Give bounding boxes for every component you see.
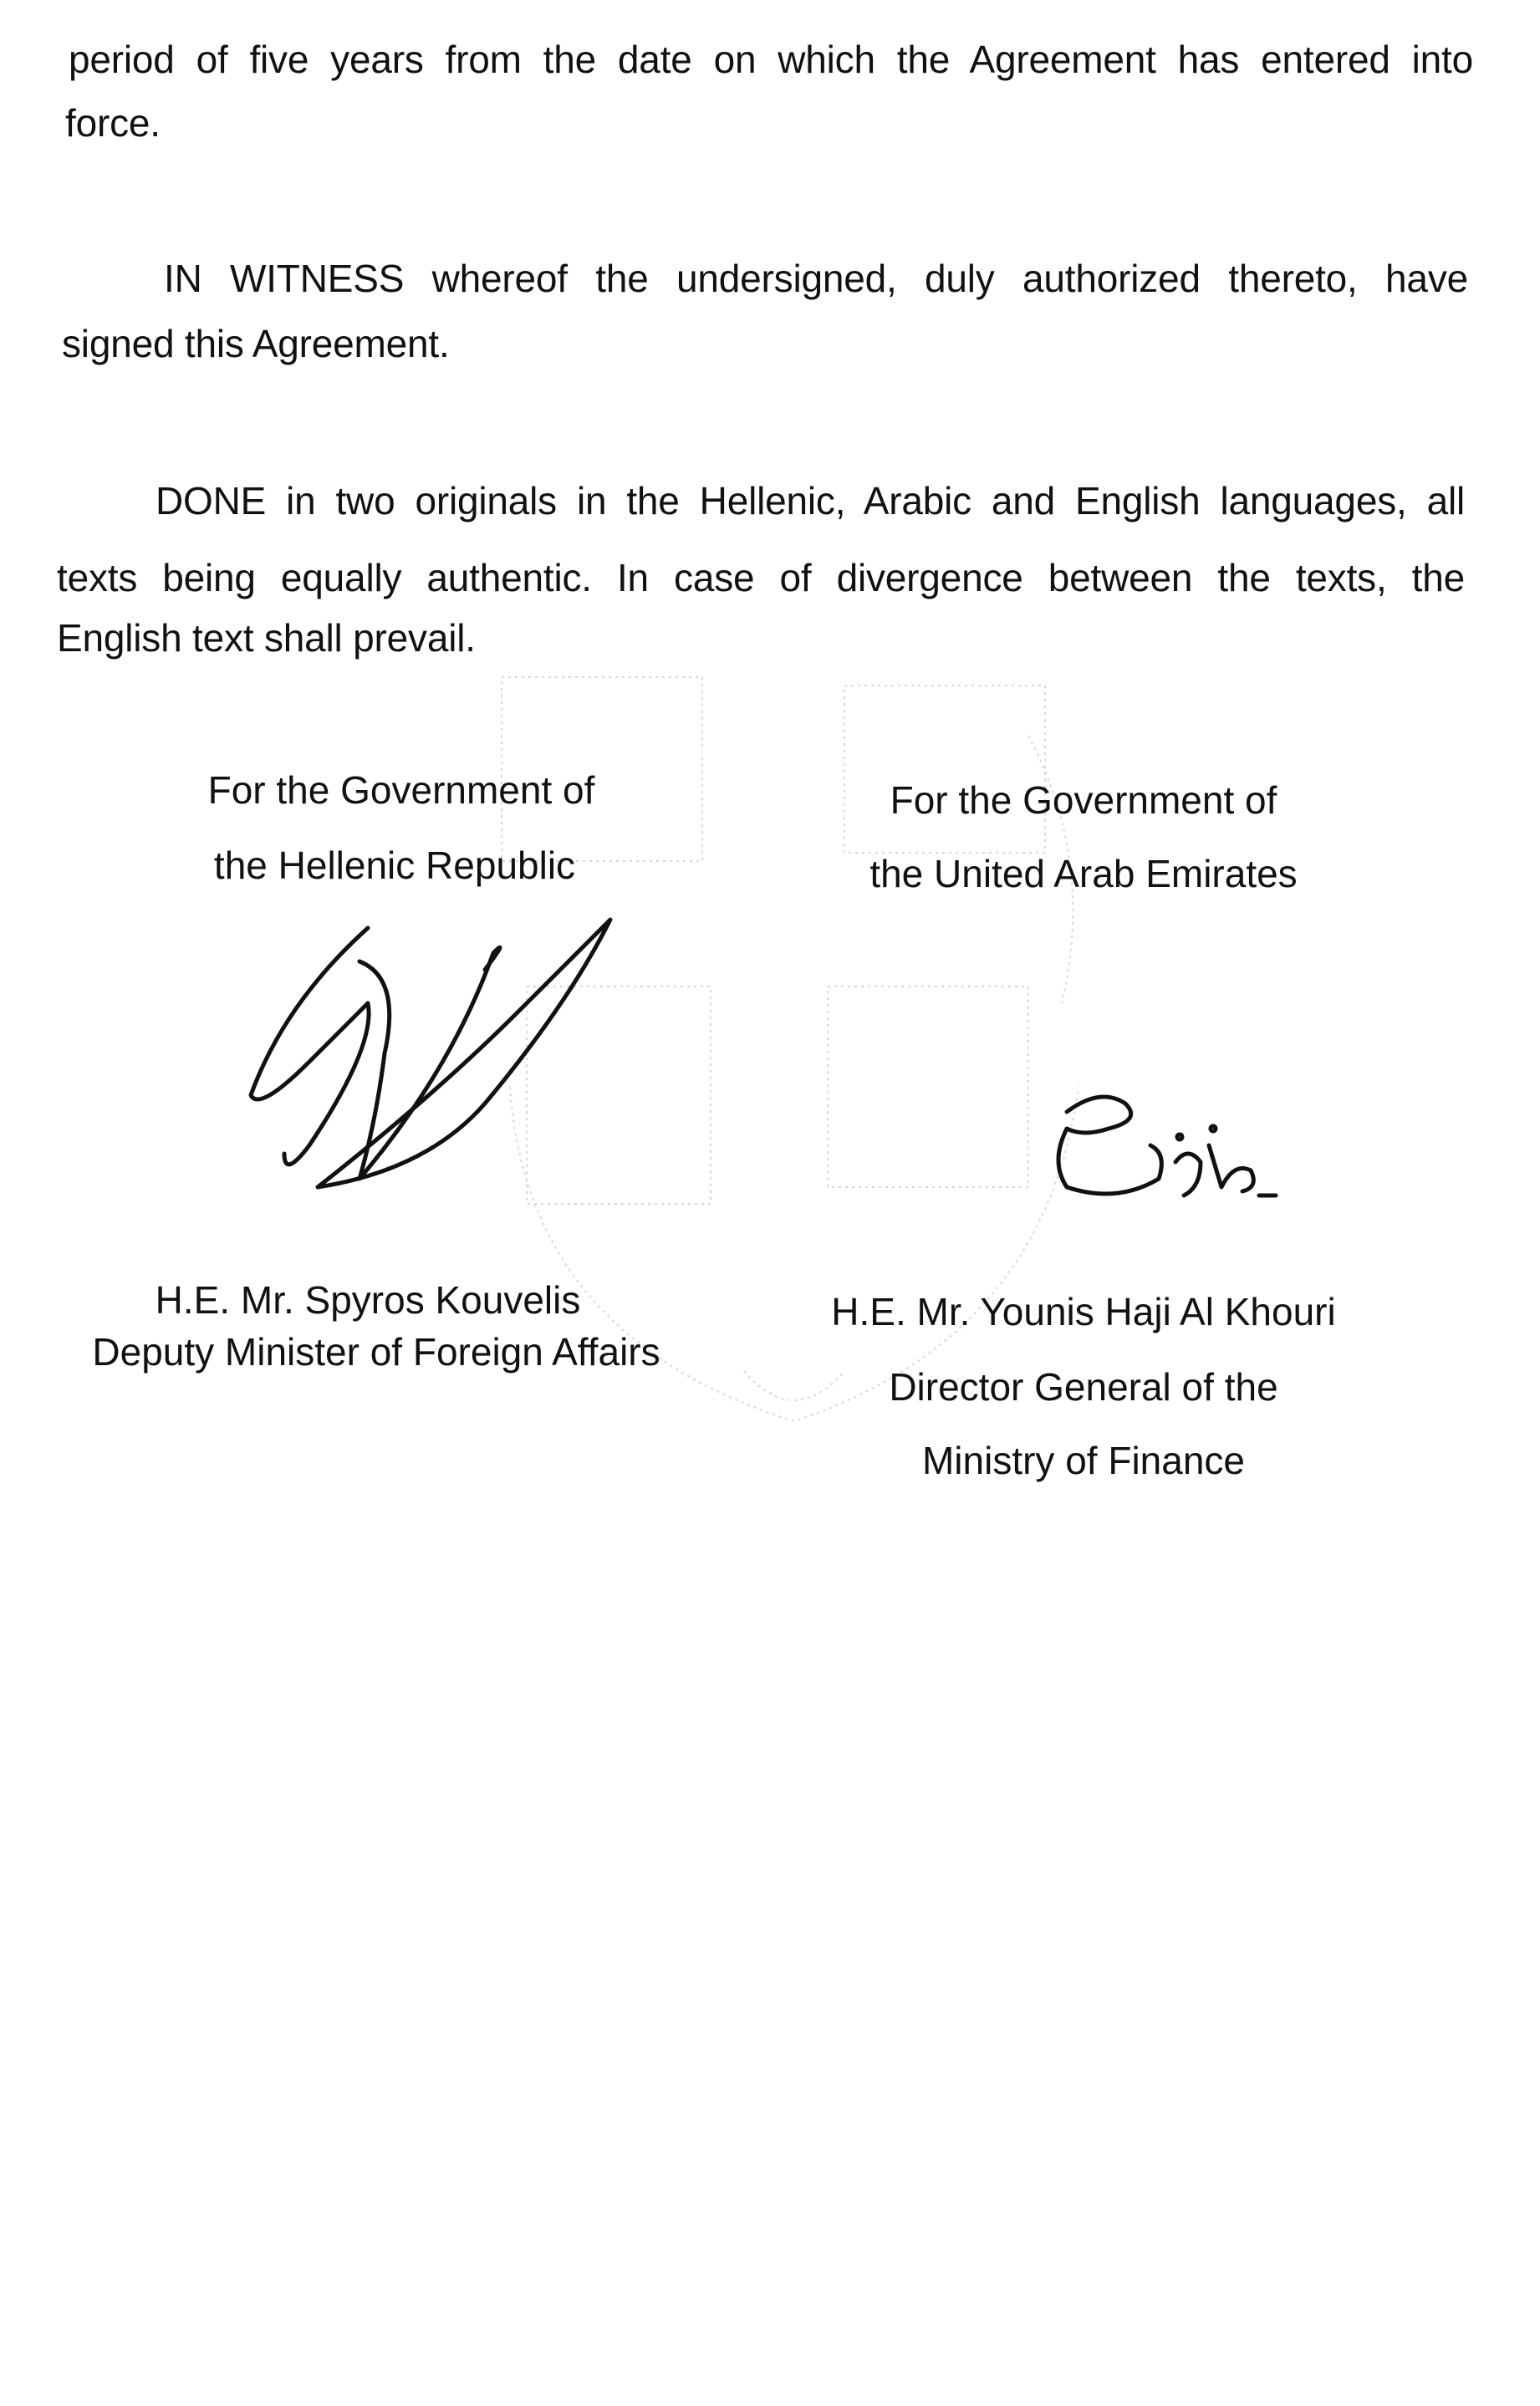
witness-clause-line-1: IN WITNESS whereof the undersigned, duly authorized thereto, have bbox=[164, 257, 1468, 300]
left-handwritten-signature bbox=[234, 903, 652, 1237]
done-clause-line-3: English text shall prevail. bbox=[57, 616, 476, 660]
right-signatory-name: H.E. Mr. Younis Haji Al Khouri bbox=[831, 1290, 1336, 1333]
done-clause-line-1: DONE in two originals in the Hellenic, Arabic and English languages, all bbox=[156, 479, 1465, 522]
left-signatory-title: Deputy Minister of Foreign Affairs bbox=[92, 1330, 660, 1374]
closing-clause-line-2: force. bbox=[65, 101, 161, 145]
right-signatory-heading-2: the United Arab Emirates bbox=[869, 852, 1298, 895]
done-clause-line-2: texts being equally authentic. In case of divergence between the texts, the bbox=[57, 556, 1465, 599]
left-signatory-name: H.E. Mr. Spyros Kouvelis bbox=[155, 1278, 581, 1322]
closing-clause-line-1: period of five years from the date on which the Agreement has entered into bbox=[69, 38, 1473, 81]
left-signatory-heading-1: For the Government of bbox=[207, 768, 595, 812]
left-signatory-heading-2: the Hellenic Republic bbox=[213, 844, 576, 887]
right-signatory-title-1: Director General of the bbox=[889, 1365, 1278, 1409]
right-signatory-title-2: Ministry of Finance bbox=[921, 1439, 1245, 1482]
witness-clause-line-2: signed this Agreement. bbox=[62, 322, 450, 365]
right-handwritten-signature bbox=[1033, 1078, 1284, 1212]
right-signatory-heading-1: For the Government of bbox=[890, 778, 1277, 822]
